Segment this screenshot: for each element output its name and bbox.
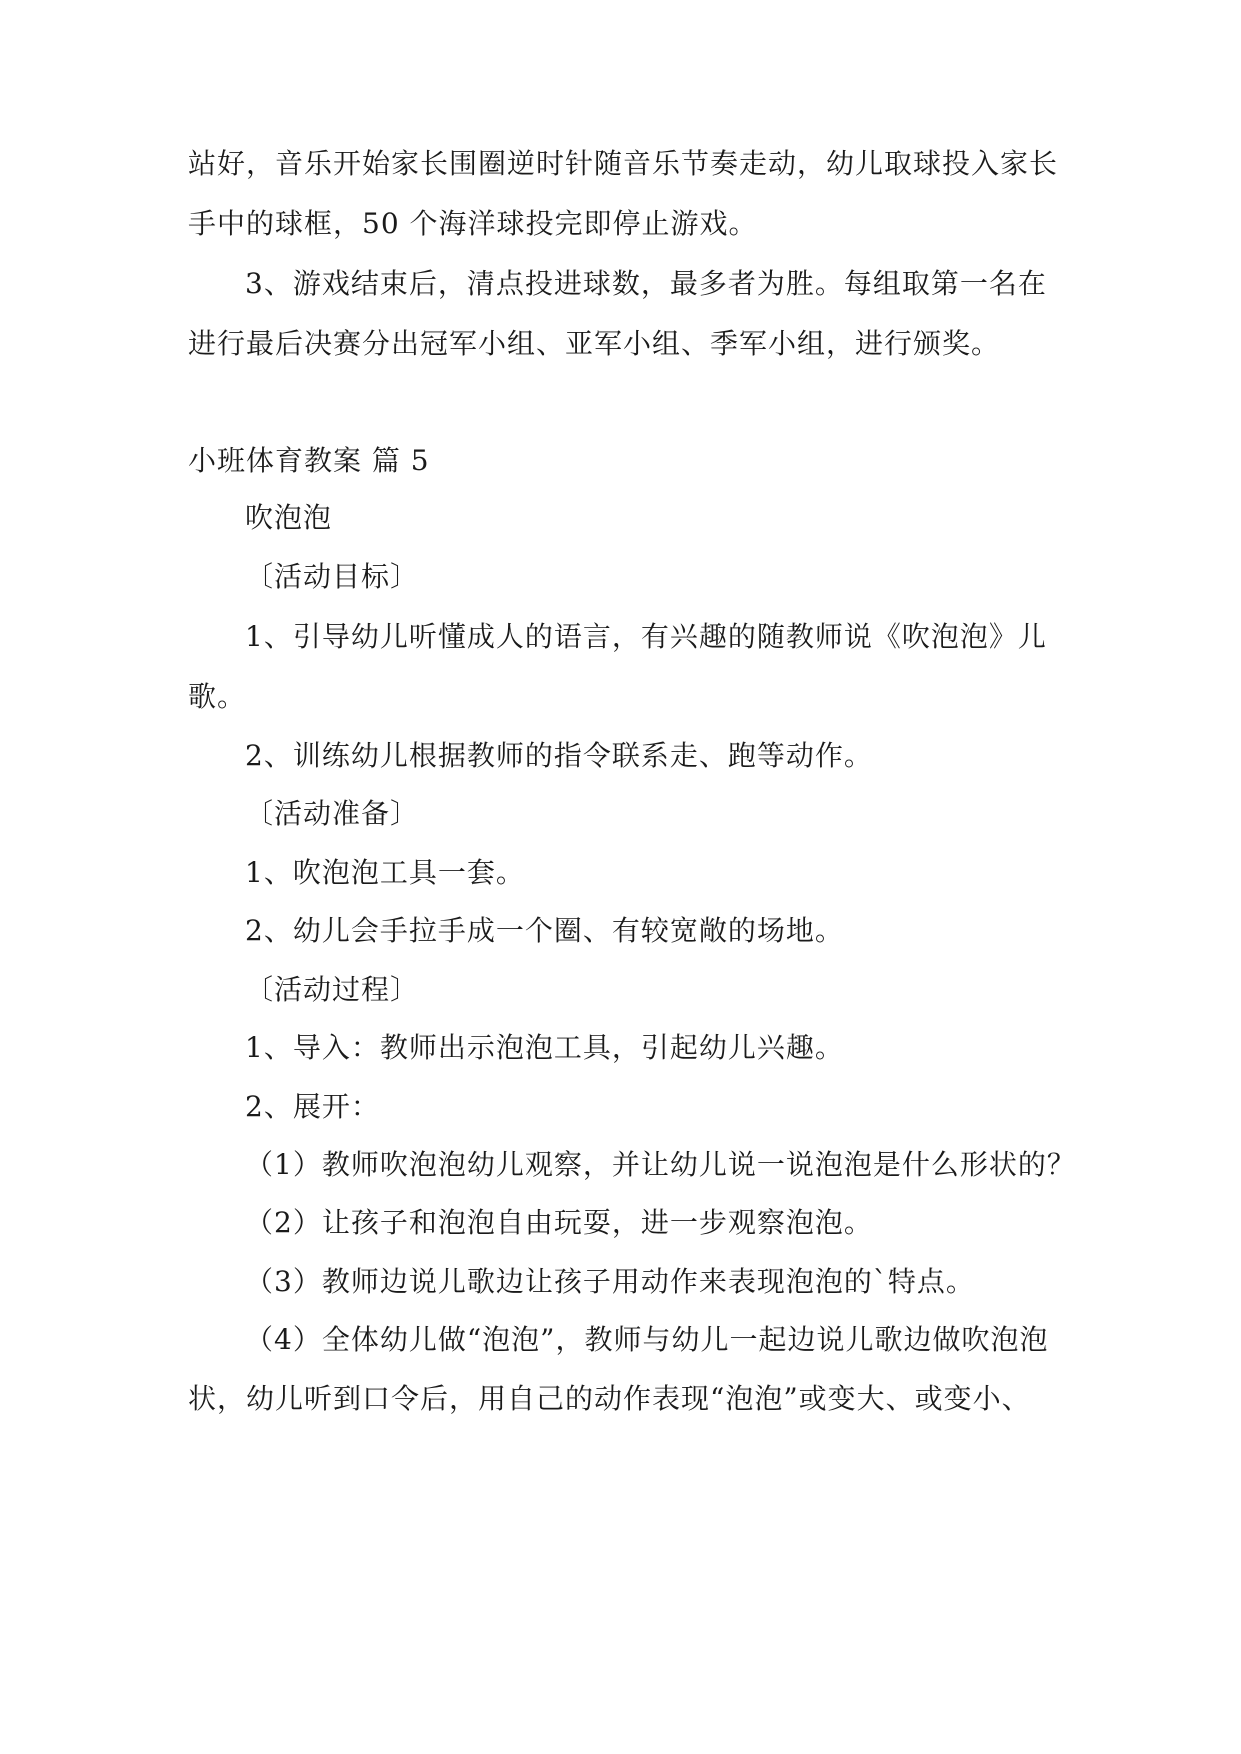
paragraph-line: 手中的球框，50 个海洋球投完即停止游戏。 xyxy=(188,207,758,240)
section-title: 小班体育教案 篇 5 xyxy=(188,444,430,477)
paragraph-line: 2、训练幼儿根据教师的指令联系走、跑等动作。 xyxy=(245,739,873,772)
paragraph-line: 歌。 xyxy=(188,680,247,713)
paragraph-line: 站好，音乐开始家长围圈逆时针随音乐节奏走动，幼儿取球投入家长 xyxy=(188,147,1059,180)
paragraph-line: 状，幼儿听到口令后，用自己的动作表现“泡泡”或变大、或变小、 xyxy=(188,1382,1031,1415)
section-heading-preparation: 〔活动准备〕 xyxy=(245,797,420,830)
paragraph-line: 1、吹泡泡工具一套。 xyxy=(245,856,525,889)
paragraph-line: 1、导入：教师出示泡泡工具，引起幼儿兴趣。 xyxy=(245,1031,844,1064)
paragraph-line: 进行最后决赛分出冠军小组、亚军小组、季军小组，进行颁奖。 xyxy=(188,327,1001,360)
paragraph-line: （2）让孩子和泡泡自由玩耍，进一步观察泡泡。 xyxy=(245,1206,873,1239)
paragraph-line: 2、展开： xyxy=(245,1090,380,1123)
section-heading-goals: 〔活动目标〕 xyxy=(245,560,420,593)
paragraph-line: 1、引导幼儿听懂成人的语言，有兴趣的随教师说《吹泡泡》儿 xyxy=(245,620,1047,653)
paragraph-line: 2、幼儿会手拉手成一个圈、有较宽敞的场地。 xyxy=(245,914,844,947)
section-heading-process: 〔活动过程〕 xyxy=(245,973,420,1006)
paragraph-line: （1）教师吹泡泡幼儿观察，并让幼儿说一说泡泡是什么形状的？ xyxy=(245,1148,1076,1181)
activity-title: 吹泡泡 xyxy=(245,501,333,534)
paragraph-line: 3、游戏结束后，清点投进球数，最多者为胜。每组取第一名在 xyxy=(245,267,1047,300)
paragraph-line: （3）教师边说儿歌边让孩子用动作来表现泡泡的`特点。 xyxy=(245,1265,975,1298)
paragraph-line: （4）全体幼儿做“泡泡”，教师与幼儿一起边说儿歌边做吹泡泡 xyxy=(245,1323,1049,1356)
